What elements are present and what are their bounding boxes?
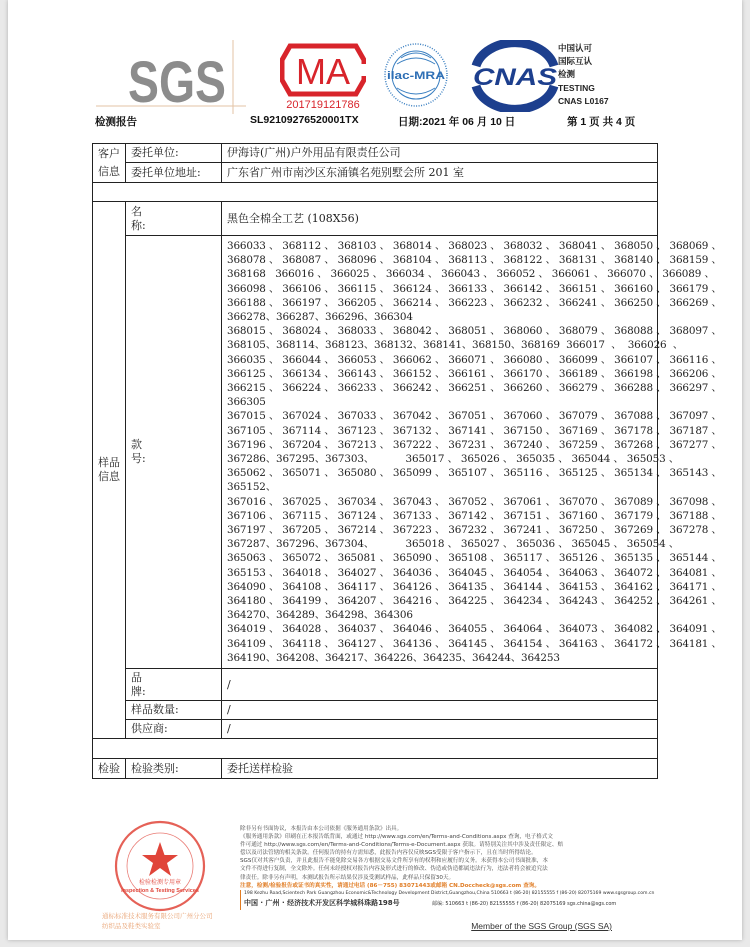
- model-number-line: 366033 、 368112 、 368103 、 368014 、 368023 、 368032 、 368041 、 368050 、 368069 、: [227, 240, 722, 252]
- svg-text:CNAS: CNAS: [473, 64, 557, 91]
- model-number-line: 367106 、 367115 、 367124 、 367133 、 367142 、 367151 、 367160 、 367179 、 367188 、: [227, 509, 722, 522]
- client-address-value: 广东省广州市南沙区东涌镇名苑别墅会所 201 室: [222, 163, 658, 183]
- sample-brand-row: [93, 669, 658, 701]
- sample-supplier-label: 供应商:: [126, 720, 222, 739]
- terms-line: 除非另有书面协议，本报告由本公司依据《服务通用条款》出具。: [240, 826, 403, 832]
- svg-text:CNAS L0167: CNAS L0167: [558, 96, 609, 106]
- sgs-logo: [96, 40, 246, 118]
- model-number-line: 364109 、 364118 、 364127 、 364136 、 364145 、 364154 、 364163 、 364172 、 364181 、: [227, 637, 722, 650]
- model-number-line: 365152、: [227, 481, 277, 494]
- inspection-type-label: 检验类别:: [126, 759, 222, 779]
- client-company-row: [93, 144, 658, 163]
- model-number-line: 364190、364208、364217、364226、364235、364244、364253: [227, 651, 560, 664]
- model-number-line: 365153 、 364018 、 364027 、 364036 、 364045 、 364054 、 364063 、 364072 、 364081 、: [227, 566, 722, 579]
- inspection-section-label: 检验: [93, 759, 126, 779]
- model-number-line: 364090 、 364108 、 364117 、 364126 、 364135 、 364144 、 364153 、 364162 、 364171 、: [227, 580, 722, 593]
- model-number-line: 364019 、 364028 、 364037 、 364046 、 364055 、 364064 、 364073 、 364082 、 364091 、: [227, 623, 722, 636]
- page-info: 第 1 页 共 4 页: [567, 116, 636, 128]
- report-number: SL92109276520001TX: [250, 114, 359, 126]
- report-info-table: [92, 143, 722, 779]
- sample-model-list: [222, 236, 722, 669]
- model-number-line: 366305: [227, 396, 266, 409]
- sample-section-label: 样品信息: [93, 202, 126, 739]
- report-date: 日期:2021 年 06 月 10 日: [398, 116, 516, 128]
- sample-supplier-value: /: [222, 720, 658, 739]
- sample-brand-value: /: [222, 669, 658, 701]
- authenticity-notice: 注意，检测/检验报告或证书的真实性，请通过电话 (86－755) 83071443或邮箱 CN.Doccheck@sgs.com 查询。: [240, 882, 540, 889]
- svg-text:中国认可: 中国认可: [558, 44, 593, 54]
- terms-line: 件可通过 http://www.sgs.com/en/Terms-and-Conditions/Terms-e-Document.aspx 获取。请特别关注其中涉及责任限定、赔: [240, 842, 564, 849]
- sample-supplier-row: [93, 720, 658, 739]
- footer-terms: [240, 825, 655, 910]
- model-number-line: 368168 366016 、 366025 、 366034 、 366043 、 366052 、 366061 、 366070 、 366089 、: [227, 268, 715, 281]
- cnas-logo: [470, 40, 650, 116]
- sample-quantity-value: /: [222, 701, 658, 720]
- report-title: 检测报告: [95, 116, 137, 128]
- sample-model-label: 款号:: [126, 236, 222, 669]
- client-company-value: 伊海诗(广州)户外用品有限责任公司: [222, 144, 658, 163]
- sample-name-row: [93, 202, 658, 236]
- cma-logo: [280, 40, 366, 116]
- svg-text:纺织品及鞋类实验室: 纺织品及鞋类实验室: [102, 922, 161, 930]
- model-number-line: 367105 、 367114 、 367123 、 367132 、 367141 、 367150 、 367169 、 367178 、 367187 、: [227, 424, 722, 437]
- model-number-line: 367015 、 367024 、 367033 、 367042 、 367051 、 367060 、 367079 、 367088 、 367097 、: [227, 410, 722, 423]
- model-number-line: 367196 、 367204 、 367213 、 367222 、 367231 、 367240 、 367259 、 367268 、 367277 、: [227, 438, 722, 451]
- svg-text:国际互认: 国际互认: [558, 57, 593, 67]
- sample-quantity-row: [93, 701, 658, 720]
- svg-text:检测: 检测: [558, 70, 576, 80]
- svg-text:通标标准技术服务有限公司广州分公司: 通标标准技术服务有限公司广州分公司: [102, 912, 213, 920]
- client-address-label: 委托单位地址:: [126, 163, 222, 183]
- svg-text:201719121786: 201719121786: [286, 99, 360, 111]
- sample-quantity-label: 样品数量:: [126, 701, 222, 720]
- terms-line: 偿以及司法管辖的相关条款。任何报告的持有方需知悉，此报告内容仅反映SGS受限于客户指示下，且在当时所得结论。: [240, 850, 537, 857]
- model-number-line: 366125 、 366134 、 366143 、 366152 、 366161 、 366170 、 366189 、 366198 、 366206 、: [227, 367, 722, 380]
- inspection-type-row: [93, 759, 658, 779]
- sample-name-label: 名称:: [126, 202, 222, 236]
- svg-text:MA: MA: [296, 51, 350, 92]
- official-stamp: [100, 818, 250, 934]
- client-address-row: [93, 163, 658, 183]
- client-company-label: 委托单位:: [126, 144, 222, 163]
- address-chinese: [240, 898, 620, 910]
- client-section-label: 客户信息: [93, 144, 126, 183]
- model-number-line: 367016 、 367025 、 367034 、 367043 、 367052 、 367061 、 367070 、 367089 、 367098 、: [227, 495, 722, 508]
- model-number-line: 368105、368114、368123、368132、368141、368150、368169 366017 、 366026 、: [227, 339, 684, 352]
- terms-line: 文件不得进行复制，全文除外。任何未经授权对报告内容及形式进行的修改、伪造或伪造都属违法行为，违法者将会被追究法: [240, 866, 548, 873]
- model-number-line: 366215 、 366224 、 366233 、 366242 、 366251 、 366260 、 366279 、 366288 、 366297 、: [227, 382, 722, 395]
- inspection-type-value: 委托送样检验: [222, 759, 658, 779]
- address-chinese-street: 中国 · 广州 · 经济技术开发区科学城科珠路198号: [244, 898, 400, 907]
- svg-text:Inspection & Testing Services: Inspection & Testing Services: [121, 888, 199, 894]
- model-number-line: 368078 、 368087 、 368096 、 368104 、 368113 、 368122 、 368131 、 368140 、 368159 、: [227, 254, 722, 267]
- terms-line: SGS仅对其客户负责，并且此报告不能免除交易各方根据交易文件所享有的权利和应履行的义务。未获得本公司书面批准，本: [240, 858, 548, 865]
- model-number-line: 367286、367295、367303、 365017 、 365026 、 365035 、 365044 、 365053 、: [227, 453, 679, 466]
- sgs-group-member-text: Member of the SGS Group (SGS SA): [471, 921, 612, 931]
- model-number-line: 366278、366287、366296、366304: [227, 311, 413, 324]
- terms-line: 《服务通用条款》印刷在正本报告纸背面，或通过 http://www.sgs.com/en/Terms-and-Conditions.aspx 查询，电子格式文: [240, 834, 553, 841]
- sample-name-value: 黑色全棉全工艺 (108X56): [222, 202, 658, 236]
- svg-text:SGS: SGS: [128, 50, 226, 114]
- terms-line: 律责任。除非另有声明，本测试报告所示结果仅涉及受测试样品，此样品只保留30天。: [240, 874, 455, 881]
- model-number-line: 364180 、 364199 、 364207 、 364216 、 364225 、 364234 、 364243 、 364252 、 364261 、: [227, 595, 722, 608]
- model-number-line: 366035 、 366044 、 366053 、 366062 、 366071 、 366080 、 366099 、 366107 、 366116 、: [227, 353, 722, 366]
- spacer-row: [93, 183, 658, 202]
- address-english: 198 Kezhu Road,Scientech Park Guangzhou Economic&Technology Development District,Guangzhou,China 510663 t (86-20) 82155555 f (86-20) 82075169 www.sgsgroup.com.cn: [240, 890, 620, 898]
- report-page: [8, 0, 742, 940]
- model-number-line: 368015 、 368024 、 368033 、 368042 、 368051 、 368060 、 368079 、 368088 、 368097 、: [227, 325, 722, 338]
- model-number-line: 367287、367296、367304、 365018 、 365027 、 365036 、 365045 、 365054 、: [227, 538, 679, 551]
- svg-text:ilac-MRA: ilac-MRA: [387, 70, 446, 82]
- svg-text:TESTING: TESTING: [558, 83, 595, 93]
- model-number-line: 365063 、 365072 、 365081 、 365090 、 365108 、 365117 、 365126 、 365135 、 365144 、: [227, 552, 722, 565]
- sample-model-row: [93, 236, 658, 669]
- model-number-line: 365062 、 365071 、 365080 、 365099 、 365107 、 365116 、 365125 、 365134 、 365143 、: [227, 467, 722, 480]
- spacer-row: [93, 739, 658, 759]
- model-number-line: 366098 、 366106 、 366115 、 366124 、 366133 、 366142 、 366151 、 366160 、 366179 、: [227, 282, 722, 295]
- address-chinese-contact: 邮编: 510663 t (86-20) 82155555 f (86-20) 82075169 sgs.china@sgs.com: [432, 900, 617, 907]
- model-number-line: 364270、364289、364298、364306: [227, 609, 413, 622]
- model-number-line: 367197 、 367205 、 367214 、 367223 、 367232 、 367241 、 367250 、 367269 、 367278 、: [227, 524, 722, 537]
- sample-brand-label: 品牌:: [126, 669, 222, 701]
- model-number-line: 366188 、 366197 、 366205 、 366214 、 366223 、 366232 、 366241 、 366250 、 366269 、: [227, 296, 722, 309]
- ilac-mra-logo: [383, 42, 449, 112]
- svg-text:检验检测专用章: 检验检测专用章: [138, 879, 182, 886]
